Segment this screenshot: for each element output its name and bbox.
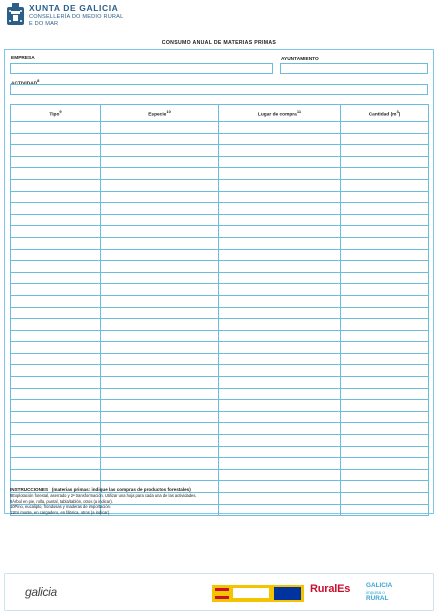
cell-tipo[interactable] — [11, 203, 101, 215]
cell-especie[interactable] — [101, 342, 219, 354]
cell-cantidad[interactable] — [341, 400, 429, 412]
cell-lugar[interactable] — [219, 319, 341, 331]
cell-especie[interactable] — [101, 191, 219, 203]
cell-especie[interactable] — [101, 226, 219, 238]
table-row — [11, 122, 429, 134]
cell-especie[interactable] — [101, 319, 219, 331]
cell-especie[interactable] — [101, 122, 219, 134]
table-row — [11, 365, 429, 377]
table-row — [11, 307, 429, 319]
eu-funding-logo-icon — [212, 585, 304, 602]
instructions-heading — [10, 487, 430, 492]
table-row — [11, 435, 429, 447]
cell-lugar[interactable] — [219, 411, 341, 423]
column-header-lugar — [219, 105, 341, 122]
cell-tipo[interactable] — [11, 156, 101, 168]
galicia-logo: galicia — [25, 585, 57, 599]
table-row — [11, 133, 429, 145]
org-dept-line1: CONSELLERÍA DO MEDIO RURAL — [29, 14, 124, 20]
table-row — [11, 469, 429, 481]
cell-especie[interactable] — [101, 156, 219, 168]
column-header-especie — [101, 105, 219, 122]
table-row — [11, 249, 429, 261]
cell-especie[interactable] — [101, 261, 219, 273]
table-row — [11, 295, 429, 307]
cell-tipo[interactable] — [11, 435, 101, 447]
galicia-rural-line1: GALICIA — [366, 582, 393, 589]
cell-cantidad[interactable] — [341, 145, 429, 157]
cell-tipo[interactable] — [11, 122, 101, 134]
table-row — [11, 284, 429, 296]
instruction-line-11: 11En monte, en cargadero, en fábrica, otros (a indicar). — [10, 509, 111, 515]
cantidad-tail: ) — [398, 112, 401, 118]
materials-table — [10, 104, 429, 516]
cell-lugar[interactable] — [219, 272, 341, 284]
table-row — [11, 237, 429, 249]
cantidad-label: Cantidad (m — [368, 112, 397, 118]
cell-tipo[interactable] — [11, 168, 101, 180]
tipo-label: Tipo — [49, 112, 60, 118]
cell-especie[interactable] — [101, 272, 219, 284]
cell-cantidad[interactable] — [341, 284, 429, 296]
ministry-text-icon — [233, 588, 269, 598]
cell-lugar[interactable] — [219, 226, 341, 238]
table-row — [11, 214, 429, 226]
table-row — [11, 179, 429, 191]
cell-tipo[interactable] — [11, 342, 101, 354]
especie-label: Especie — [148, 112, 167, 118]
tipo-note: 9 — [59, 108, 62, 114]
cell-tipo[interactable] — [11, 411, 101, 423]
cell-especie[interactable] — [101, 145, 219, 157]
cell-cantidad[interactable] — [341, 295, 429, 307]
table-row — [11, 191, 429, 203]
actividad-field[interactable] — [10, 81, 428, 95]
cell-cantidad[interactable] — [341, 342, 429, 354]
cell-tipo[interactable] — [11, 469, 101, 481]
table-row — [11, 226, 429, 238]
cell-tipo[interactable] — [11, 272, 101, 284]
cell-cantidad[interactable] — [341, 330, 429, 342]
cell-cantidad[interactable] — [341, 237, 429, 249]
cell-tipo[interactable] — [11, 307, 101, 319]
table-row — [11, 203, 429, 215]
galicia-coat-of-arms-icon — [6, 3, 25, 27]
cell-lugar[interactable] — [219, 342, 341, 354]
table-row — [11, 353, 429, 365]
cell-cantidad[interactable] — [341, 435, 429, 447]
cell-lugar[interactable] — [219, 122, 341, 134]
cell-cantidad[interactable] — [341, 411, 429, 423]
cell-tipo[interactable] — [11, 261, 101, 273]
cell-lugar[interactable] — [219, 365, 341, 377]
cell-especie[interactable] — [101, 237, 219, 249]
cell-lugar[interactable] — [219, 307, 341, 319]
galicia-rural-line2: impulsa o — [366, 590, 385, 595]
cell-cantidad[interactable] — [341, 319, 429, 331]
cell-especie[interactable] — [101, 284, 219, 296]
instructions-note: (materias primas: indique las compras de productos forestales) — [51, 487, 191, 492]
cell-lugar[interactable] — [219, 133, 341, 145]
table-row — [11, 145, 429, 157]
especie-note: 10 — [166, 108, 171, 114]
empresa-label: EMPRESA — [11, 56, 35, 61]
cell-tipo[interactable] — [11, 330, 101, 342]
instructions-title: INSTRUCCIONES — [10, 487, 49, 492]
ayuntamiento-label: AYUNTAMIENTO — [281, 57, 319, 62]
cell-cantidad[interactable] — [341, 272, 429, 284]
cell-cantidad[interactable] — [341, 365, 429, 377]
cell-cantidad[interactable] — [341, 261, 429, 273]
cell-lugar[interactable] — [219, 261, 341, 273]
cell-lugar[interactable] — [219, 353, 341, 365]
empresa-field[interactable] — [10, 63, 273, 74]
cell-tipo[interactable] — [11, 446, 101, 458]
cell-tipo[interactable] — [11, 365, 101, 377]
table-row — [11, 423, 429, 435]
table-row — [11, 261, 429, 273]
cell-especie[interactable] — [101, 435, 219, 447]
instructions — [10, 487, 430, 515]
cell-especie[interactable] — [101, 249, 219, 261]
cell-especie[interactable] — [101, 377, 219, 389]
actividad-label-text: ACTIVIDAD — [11, 81, 38, 87]
cell-cantidad[interactable] — [341, 203, 429, 215]
cell-especie[interactable] — [101, 411, 219, 423]
cell-lugar[interactable] — [219, 203, 341, 215]
cell-lugar[interactable] — [219, 168, 341, 180]
cell-lugar[interactable] — [219, 458, 341, 470]
cell-lugar[interactable] — [219, 330, 341, 342]
cell-lugar[interactable] — [219, 400, 341, 412]
cell-cantidad[interactable] — [341, 353, 429, 365]
cell-tipo[interactable] — [11, 319, 101, 331]
cell-tipo[interactable] — [11, 237, 101, 249]
table-row — [11, 272, 429, 284]
table-row — [11, 156, 429, 168]
cell-especie[interactable] — [101, 307, 219, 319]
ayuntamiento-field[interactable] — [280, 63, 428, 74]
cell-especie[interactable] — [101, 423, 219, 435]
cell-tipo[interactable] — [11, 145, 101, 157]
cell-especie[interactable] — [101, 295, 219, 307]
cell-especie[interactable] — [101, 133, 219, 145]
cell-cantidad[interactable] — [341, 133, 429, 145]
table-row — [11, 446, 429, 458]
cell-lugar[interactable] — [219, 156, 341, 168]
cell-lugar[interactable] — [219, 446, 341, 458]
cell-especie[interactable] — [101, 365, 219, 377]
cell-lugar[interactable] — [219, 388, 341, 400]
header — [6, 3, 206, 29]
footer — [4, 573, 434, 611]
cell-lugar[interactable] — [219, 237, 341, 249]
cell-lugar[interactable] — [219, 377, 341, 389]
table-header-row — [11, 105, 429, 122]
cell-lugar[interactable] — [219, 469, 341, 481]
cell-cantidad[interactable] — [341, 423, 429, 435]
cell-especie[interactable] — [101, 388, 219, 400]
org-dept-line2: E DO MAR — [29, 20, 59, 27]
table-row — [11, 319, 429, 331]
cell-cantidad[interactable] — [341, 156, 429, 168]
lugar-label: Lugar de compra — [257, 112, 297, 118]
cell-cantidad[interactable] — [341, 377, 429, 389]
cell-lugar[interactable] — [219, 249, 341, 261]
table-row — [11, 400, 429, 412]
cell-especie[interactable] — [101, 214, 219, 226]
cell-tipo[interactable] — [11, 133, 101, 145]
cell-tipo[interactable] — [11, 353, 101, 365]
cell-lugar[interactable] — [219, 214, 341, 226]
table-body — [11, 122, 429, 516]
cell-especie[interactable] — [101, 353, 219, 365]
cell-cantidad[interactable] — [341, 458, 429, 470]
cell-lugar[interactable] — [219, 423, 341, 435]
spain-flag-icon — [215, 588, 229, 599]
cell-lugar[interactable] — [219, 435, 341, 447]
cell-especie[interactable] — [101, 203, 219, 215]
column-header-cantidad — [341, 105, 429, 122]
cell-lugar[interactable] — [219, 179, 341, 191]
cell-tipo[interactable] — [11, 423, 101, 435]
table-row — [11, 411, 429, 423]
cell-tipo[interactable] — [11, 458, 101, 470]
eu-flag-icon — [274, 587, 301, 600]
cell-cantidad[interactable] — [341, 191, 429, 203]
cell-cantidad[interactable] — [341, 446, 429, 458]
cell-especie[interactable] — [101, 179, 219, 191]
galicia-rural-line3: RURAL — [366, 595, 389, 602]
cell-lugar[interactable] — [219, 191, 341, 203]
table-row — [11, 330, 429, 342]
cantidad-sup: 3 — [396, 108, 399, 114]
cell-especie[interactable] — [101, 458, 219, 470]
cell-tipo[interactable] — [11, 226, 101, 238]
instruction-line-8: 8Explotación forestal, aserrado y 2ª transformación. Utilizar una hoja para cada una de las actividades. — [10, 493, 197, 499]
cell-cantidad[interactable] — [341, 179, 429, 191]
cell-cantidad[interactable] — [341, 122, 429, 134]
cell-tipo[interactable] — [11, 179, 101, 191]
cell-cantidad[interactable] — [341, 226, 429, 238]
cell-cantidad[interactable] — [341, 168, 429, 180]
cell-lugar[interactable] — [219, 284, 341, 296]
cell-especie[interactable] — [101, 446, 219, 458]
org-department — [29, 14, 123, 27]
cell-especie[interactable] — [101, 400, 219, 412]
cell-tipo[interactable] — [11, 400, 101, 412]
cell-especie[interactable] — [101, 330, 219, 342]
column-header-tipo — [11, 105, 101, 122]
cell-cantidad[interactable] — [341, 469, 429, 481]
cell-tipo[interactable] — [11, 191, 101, 203]
table-row — [11, 388, 429, 400]
rural-es-logo: RuralEs — [310, 583, 351, 595]
cell-cantidad[interactable] — [341, 214, 429, 226]
galicia-impulsa-rural-logo — [366, 582, 392, 603]
form-title: CONSUMO ANUAL DE MATERIAS PRIMAS — [161, 40, 277, 46]
instruction-line-9: 9Árbol en pie, rolla, puntal, tabla/tablón, otros (a indicar). — [10, 498, 113, 504]
cell-tipo[interactable] — [11, 249, 101, 261]
cell-especie[interactable] — [101, 168, 219, 180]
cell-tipo[interactable] — [11, 388, 101, 400]
cell-tipo[interactable] — [11, 295, 101, 307]
table-row — [11, 168, 429, 180]
actividad-note: 8 — [37, 78, 40, 83]
table-row — [11, 377, 429, 389]
cell-cantidad[interactable] — [341, 307, 429, 319]
cell-lugar[interactable] — [219, 295, 341, 307]
table-row — [11, 458, 429, 470]
lugar-note: 11 — [296, 108, 302, 114]
org-name: XUNTA DE GALICIA — [29, 3, 119, 13]
cell-especie[interactable] — [101, 469, 219, 481]
cell-tipo[interactable] — [11, 377, 101, 389]
cell-tipo[interactable] — [11, 214, 101, 226]
cell-cantidad[interactable] — [341, 249, 429, 261]
instruction-line-10: 10Pino, eucalipto, frondosas y maderas de importación. — [10, 504, 112, 510]
cell-cantidad[interactable] — [341, 388, 429, 400]
cell-tipo[interactable] — [11, 284, 101, 296]
cell-lugar[interactable] — [219, 145, 341, 157]
table-row — [11, 342, 429, 354]
